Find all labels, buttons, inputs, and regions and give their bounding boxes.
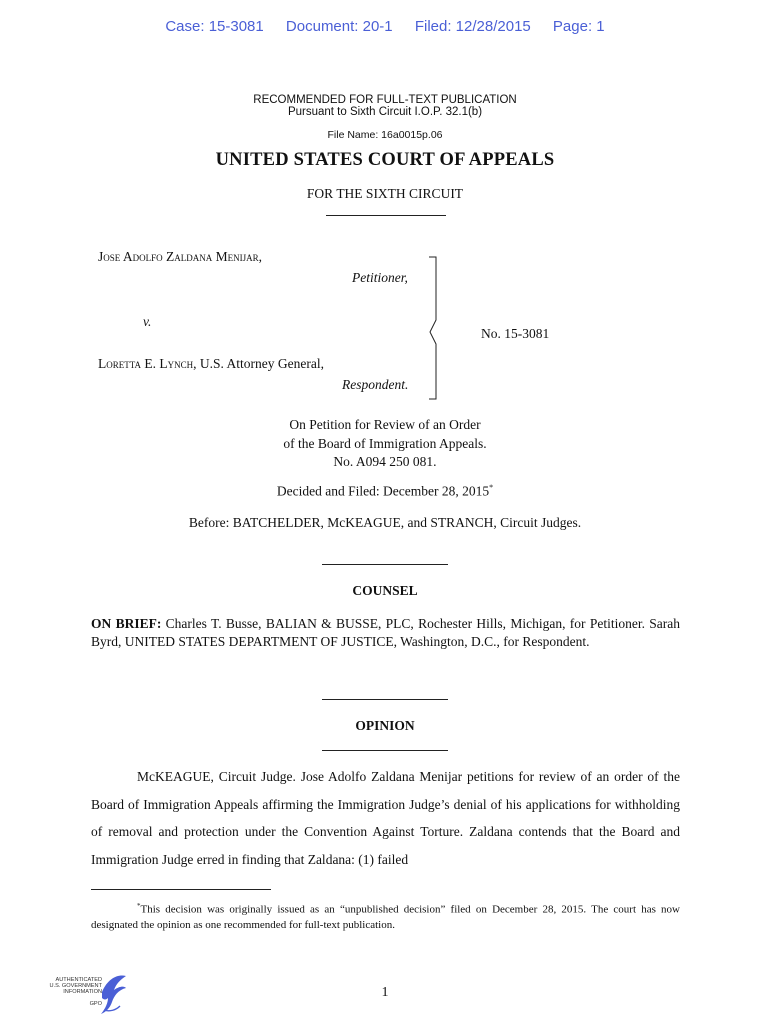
section-rule [322,699,448,700]
document-number-header: Document: 20-1 [285,18,393,35]
page-number-header: Page: 1 [552,18,605,35]
filed-date-header: Filed: 12/28/2015 [414,18,531,35]
footnote-marker: * [137,902,141,910]
panel-judges: Before: BATCHELDER, McKEAGUE, and STRANCH, Circuit Judges. [188,515,582,530]
title-rule [326,215,446,216]
filing-header [0,18,770,35]
opinion-heading: OPINION [355,718,415,733]
opinion-body: McKEAGUE, Circuit Judge. Jose Adolfo Zaldana Menijar petitions for review of an order of the Board of Immigration Appeals affirming the Immigration Judge’s denial of his applications for withholding of removal and protection under the Convention Against Torture. Zaldana contends that the Board and Immigration Judge erred in finding that Zaldana: (1) failed [91,769,680,867]
petitioner-role: Petitioner, [352,270,408,285]
publication-notice [0,94,770,118]
on-brief-label: ON BRIEF: [91,616,162,631]
file-name: File Name: 16a0015p.06 [327,129,443,141]
counsel-paragraph: ON BRIEF: Charles T. Busse, BALIAN & BUSSE, PLC, Rochester Hills, Michigan, for Petitioner. Sarah Byrd, UNITED STATES DEPARTMENT OF JUSTICE, Washington, D.C., for Respondent. [91,616,680,649]
circuit-name: FOR THE SIXTH CIRCUIT [306,186,464,201]
pursuant-line: Pursuant to Sixth Circuit I.O.P. 32.1(b) [287,106,483,118]
page-number: 1 [381,985,389,1000]
agency-number: No. A094 250 081. [333,454,437,469]
decided-date: Decided and Filed: December 28, 2015* [276,483,494,499]
versus: v. [143,314,152,329]
case-number: No. 15-3081 [481,326,550,341]
proceeding-description [0,416,770,472]
footnote-rule [91,889,271,890]
recommended-line: RECOMMENDED FOR FULL-TEXT PUBLICATION [253,94,517,106]
respondent-name: Loretta E. Lynch, U.S. Attorney General, [98,356,324,371]
proceeding-line-2: of the Board of Immigration Appeals. [283,435,487,451]
gpo-authentication-logo: AUTHENTICATED U.S. GOVERNMENT INFORMATION GPO [42,972,132,1016]
court-name: UNITED STATES COURT OF APPEALS [215,150,555,170]
eagle-icon [98,972,128,1016]
section-rule [322,750,448,751]
footnote-marker: * [489,483,494,492]
caption-brace [428,256,438,400]
section-rule [322,564,448,565]
counsel-heading: COUNSEL [352,583,418,598]
petitioner-name: Jose Adolfo Zaldana Menijar, [98,249,263,264]
respondent-role: Respondent. [342,377,409,392]
case-number-header: Case: 15-3081 [165,18,264,35]
footnote: *This decision was originally issued as an “unpublished decision” filed on December 28, 2015. The court has now designated the opinion as one recommended for full-text publication. [91,902,680,931]
proceeding-line-1: On Petition for Review of an Order [289,417,481,432]
